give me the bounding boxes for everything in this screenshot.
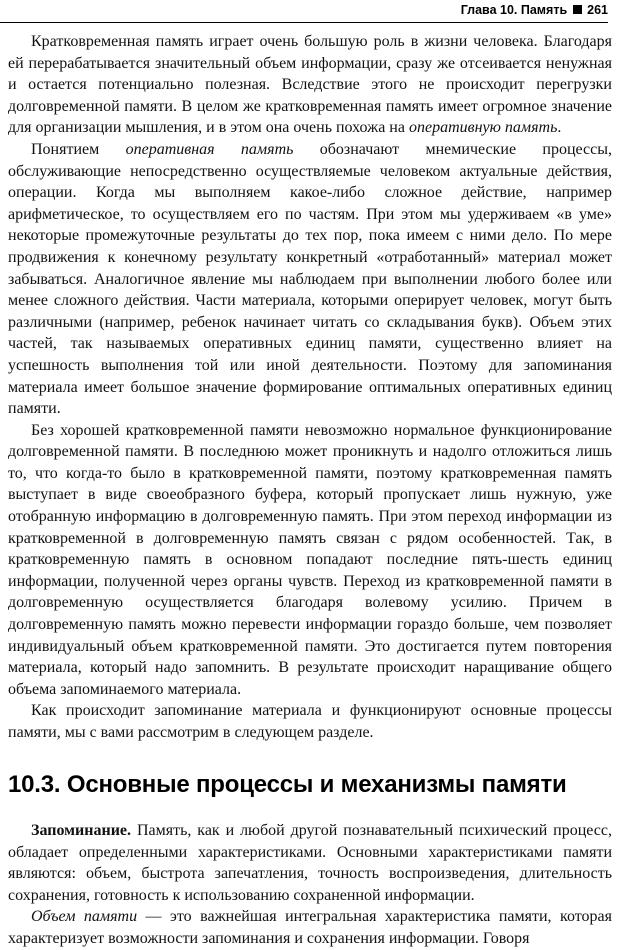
page-number: 261 [587,3,608,17]
section-paragraph-2 [8,906,612,949]
paragraph-4: Как происходит запоминание материала и функционируют основные процессы памяти, мы с вами рассмотрим в следующем разделе. [8,702,612,741]
italic-lead-term: Объем памяти [31,908,138,926]
paragraph-text: . [557,119,562,137]
running-header [0,0,608,23]
paragraph-text: Кратковременная память играет очень большую роль в жизни человека. Благодаря ей перерабатывается значительный объем информации, сразу же отсеивается ненужная и остается потенциально полезная. Вследствие этого не происходит перегрузки долговременной памяти. В целом же кратковременная память имеет огромное значение для организации мышления, и в этом она очень похожа на [8,33,612,137]
paragraph-3: Без хорошей кратковременной памяти невозможно нормальное функционирование долговременной памяти. В последнюю может проникнуть и надолго отложиться лишь то, что когда-то было в кратковременной памяти, поэтому кратковременная память выступает в виде своеобразного буфера, который пропускает лишь нужную, уже отобранную информацию в долговременную память. При этом переход информации из кратковременной в долговременную память связан с рядом особенностей. Так, в кратковременную память в основном попадают последние пять-шесть единиц информации, полученной через органы чувств. Переход из кратковременной памяти в долговременную осуществляется благодаря волевому усилию. Причем в долговременную память можно перевести информации гораздо больше, чем позволяет индивидуальный объем кратковременной памяти. Это достигается путем повторения материала, который надо запомнить. В результате происходит наращивание общего объема запоминаемого материала. [8,421,612,698]
paragraph-text: Понятием [31,140,126,158]
bold-lead-term: Запоминание. [31,822,132,839]
paragraph-text: обозначают мнемические процессы, обслуживающие непосредственно осуществляемые человеком актуальные действия, операции. Когда мы выполняем какое-либо сложное действие, например арифметическое, то осуществляем его по частям. При этом мы удерживаем «в уме» некоторые промежуточные результаты до тех пор, пока имеем с ними дело. По мере продвижения к конечному результату конкретный «отработанный» материал может забываться. Аналогичное явление мы наблюдаем при выполнении любого более или менее сложного действия. Части материала, которыми оперирует человек, могут быть различными (например, ребенок начинает читать со складывания букв). Объем этих частей, так называемых оперативных единиц памяти, существенно влияет на успешность выполнения той или иной деятельности. Поэтому для запоминания материала имеет большое значение формирование оптимальных оперативных единиц памяти. [8,140,612,418]
paragraph-text: — это важнейшая интегральная характеристика памяти, которая характеризует возможности запоминания и сохранения информации. Говоря [8,908,612,947]
paragraph-text: Память, как и любой другой познавательный психический процесс, обладает определенными характеристиками. Основными характеристиками памяти являются: объем, быстрота запечатления, точность воспроизведения, длительность сохранения, готовность к использованию сохраненной информации. [8,822,612,904]
section-body-text [8,820,612,950]
square-bullet-icon [573,5,582,14]
paragraph-1 [8,31,612,139]
body-text [8,31,612,744]
paragraph-2 [8,139,612,420]
section-paragraph-1 [8,820,612,906]
chapter-title: Глава 10. Память [460,3,568,17]
italic-term: оперативную память [408,119,558,137]
italic-term: оперативная память [125,140,294,158]
section-heading: 10.3. Основные процессы и механизмы памяти [8,771,567,798]
